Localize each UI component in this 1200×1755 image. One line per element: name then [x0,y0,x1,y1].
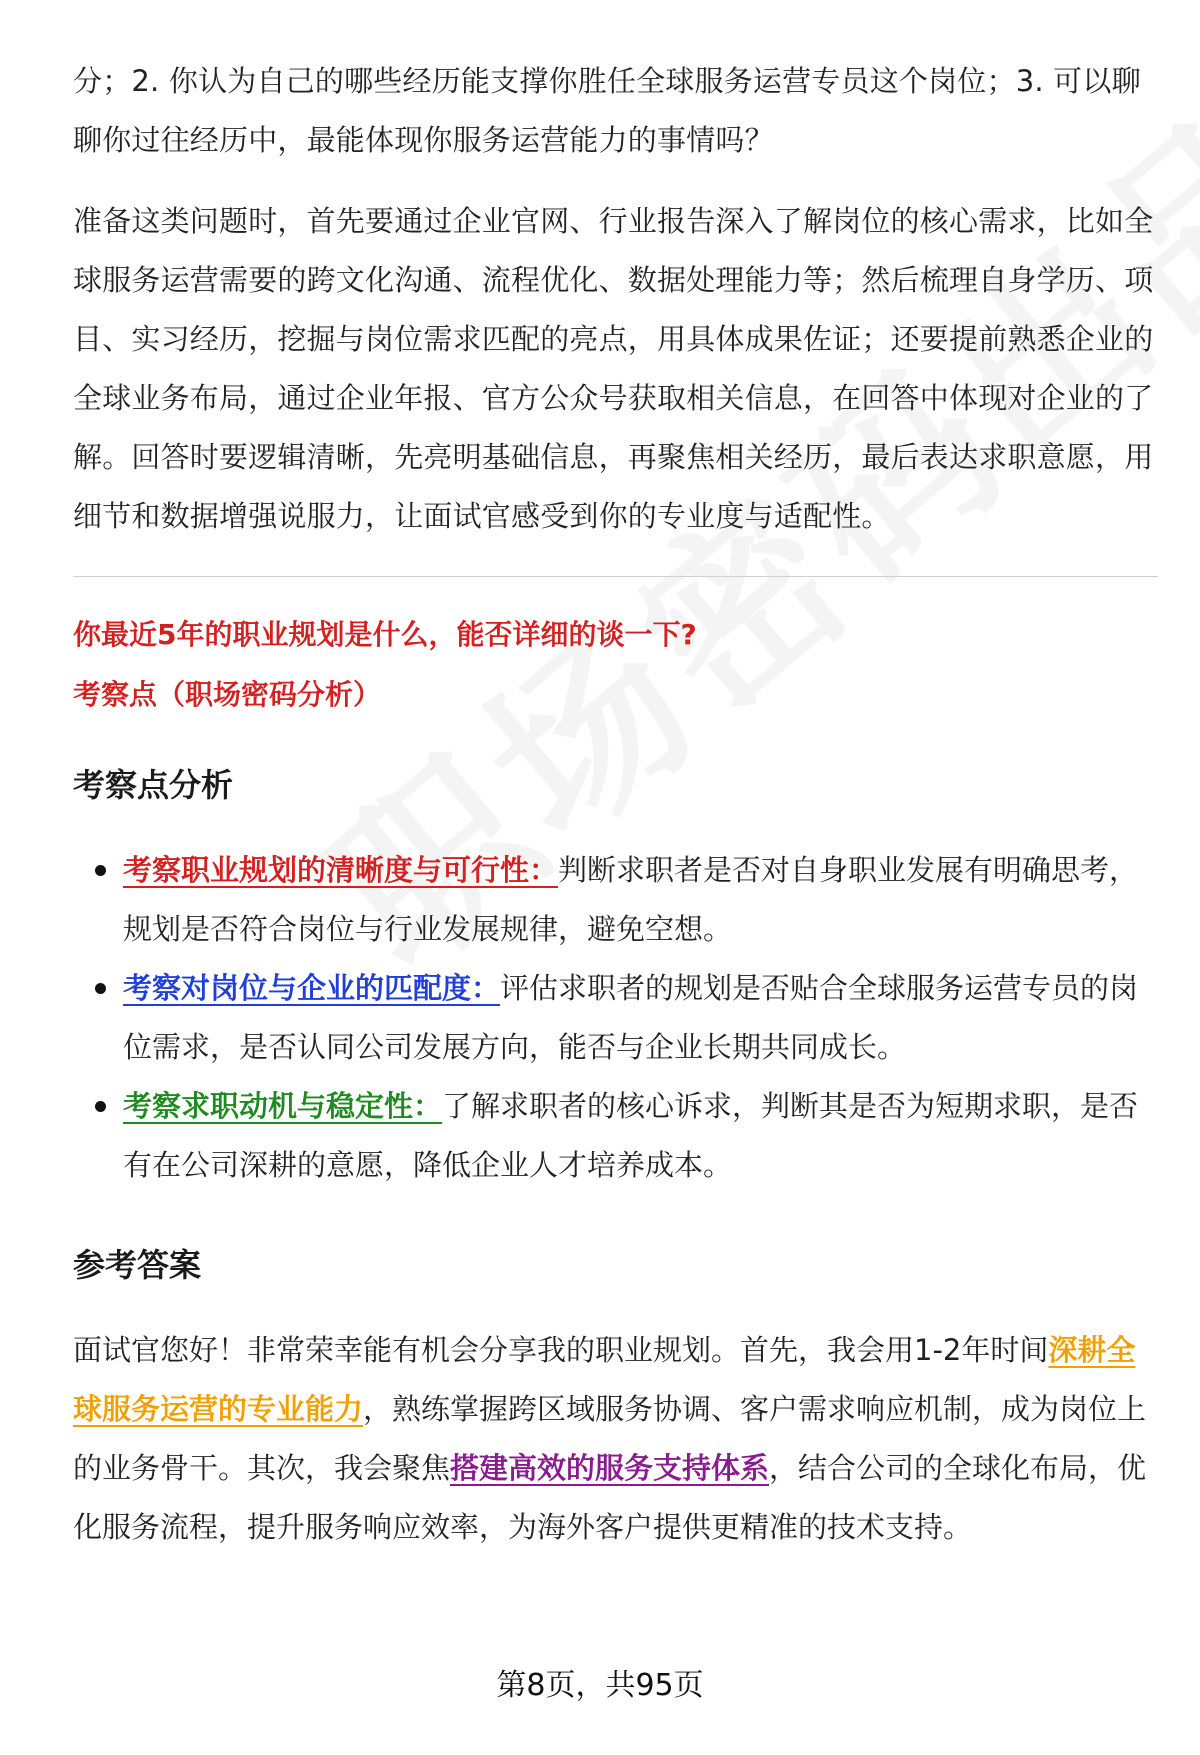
page-number: 第8页，共95页 [496,1668,704,1703]
point-keyword: 考察求职动机与稳定性： [123,1089,443,1123]
answer-highlight-1: 深耕全球服务运营的专业能力 [73,1333,1136,1426]
bullet-icon [95,983,106,994]
section-divider [73,576,1158,577]
bullet-icon [95,1101,106,1112]
answer-highlight-2: 搭建高效的服务支持体系 [450,1451,770,1485]
analysis-heading: 考察点分析 [73,766,234,804]
list-item [123,959,1158,1077]
answer-text-2: ，熟练掌握跨区域服务协调、客户需求响应机制，成为岗位上的业务骨干。其次，我会聚焦 [73,1392,1147,1485]
point-keyword: 考察职业规划的清晰度与可行性： [123,853,559,887]
intro-paragraph-1: 分；2. 你认为自己的哪些经历能支撑你胜任全球服务运营专员这个岗位；3. 可以聊聊你过往经历中，最能体现你服务运营能力的事情吗？ [73,64,1141,157]
bullet-icon [95,865,106,876]
answer-text-3: ，结合公司的全球化布局，优化服务流程，提升服务响应效率，为海外客户提供更精准的技术支持。 [73,1451,1147,1544]
point-text: 评估求职者的规划是否贴合全球服务运营专员的岗位需求，是否认同公司发展方向，能否与企业长期共同成长。 [123,971,1139,1064]
answer-heading: 参考答案 [73,1246,202,1284]
answer-text-1: 面试官您好！非常荣幸能有机会分享我的职业规划。首先，我会用1-2年时间 [73,1333,1049,1367]
answer-paragraph [73,1321,1158,1557]
analysis-list [73,841,1158,1195]
intro-paragraph-2: 准备这类问题时，首先要通过企业官网、行业报告深入了解岗位的核心需求，比如全球服务运营需要的跨文化沟通、流程优化、数据处理能力等；然后梳理自身学历、项目、实习经历，挖掘与岗位需求匹配的亮点，用具体成果佐证；还要提前熟悉企业的全球业务布局，通过企业年报、官方公众号获取相关信息，在回答中体现对企业的了解。回答时要逻辑清晰，先亮明基础信息，再聚焦相关经历，最后表达求职意愿，用细节和数据增强说服力，让面试官感受到你的专业度与适配性。 [73,204,1154,533]
document-page [73,52,1158,1557]
question-subtitle: 考察点（职场密码分析） [73,678,382,711]
list-item [123,1077,1158,1195]
point-keyword: 考察对岗位与企业的匹配度： [123,971,501,1005]
list-item [123,841,1158,959]
question-title: 你最近5年的职业规划是什么，能否详细的谈一下? [73,618,697,651]
point-text: 判断求职者是否对自身职业发展有明确思考，规划是否符合岗位与行业发展规律，避免空想。 [123,853,1139,946]
point-text: 了解求职者的核心诉求，判断其是否为短期求职，是否有在公司深耕的意愿，降低企业人才培养成本。 [123,1089,1139,1182]
